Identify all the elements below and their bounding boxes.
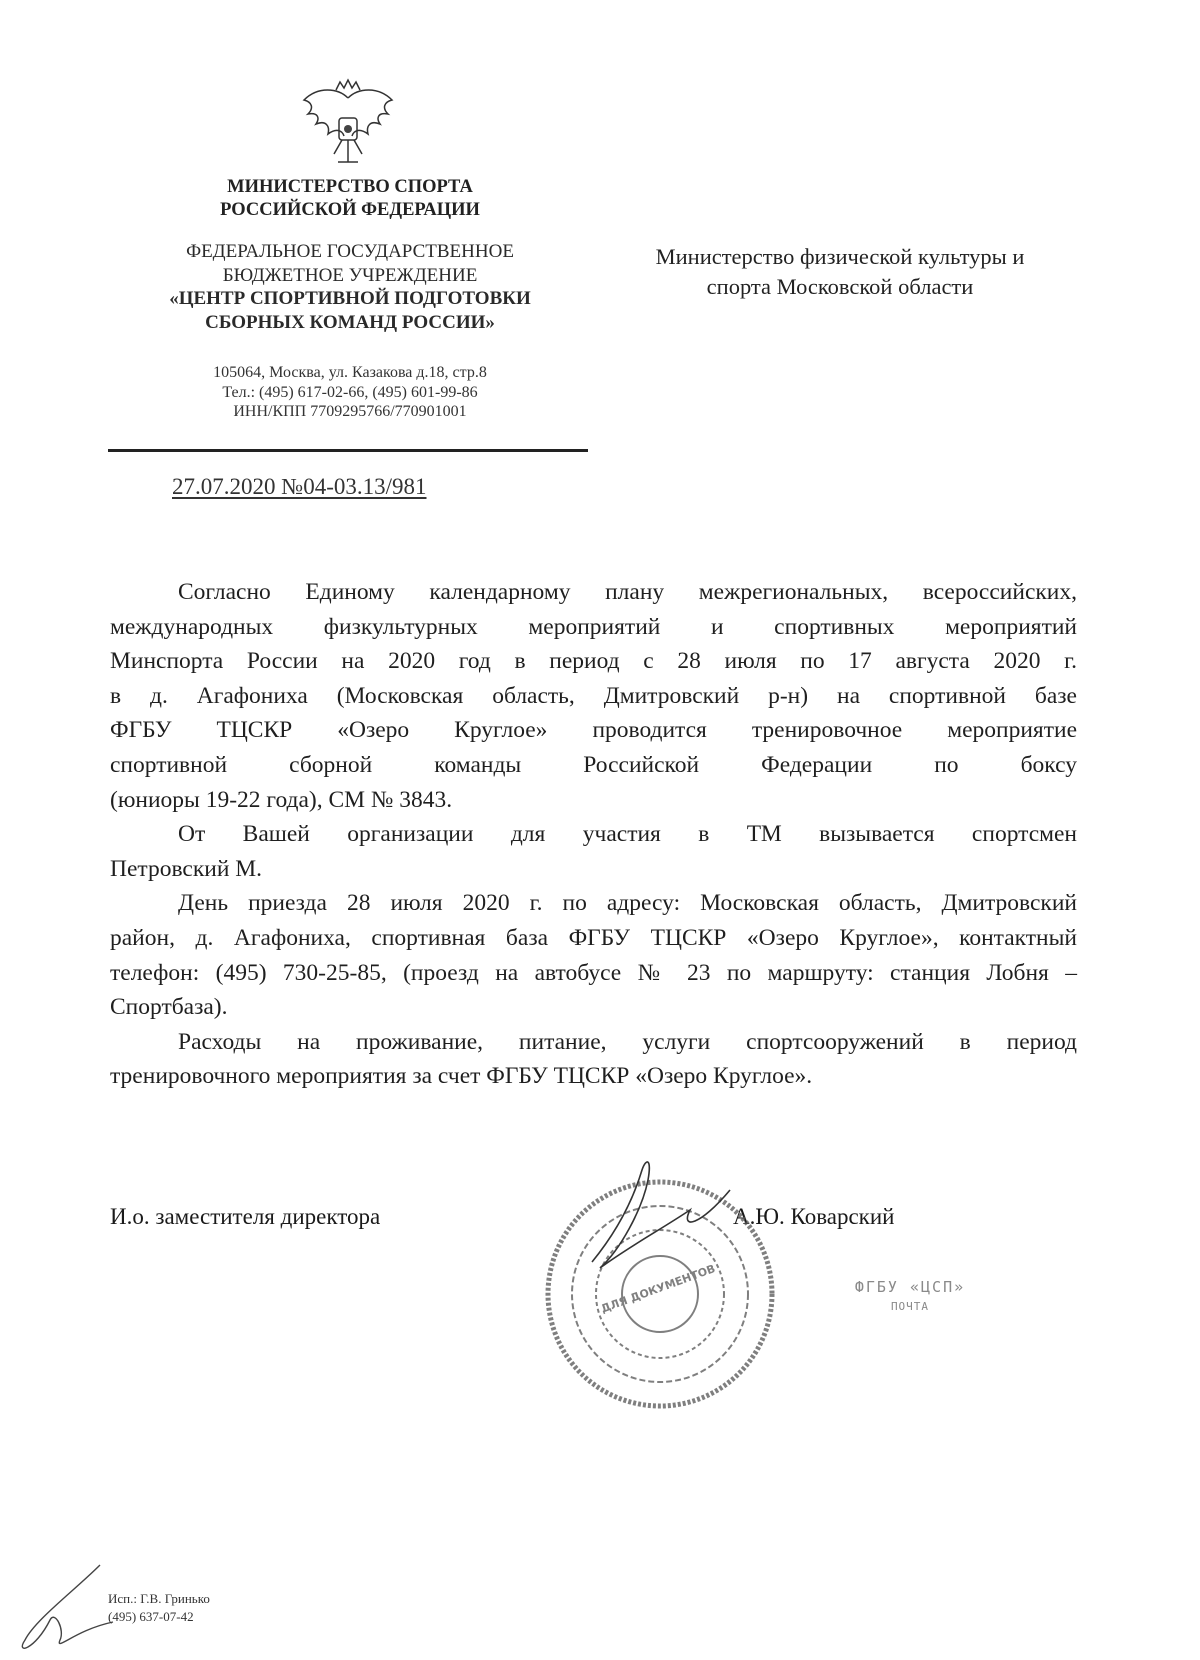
executor-name: Исп.: Г.В. Гринько xyxy=(108,1591,210,1606)
paragraph-line: телефон: (495) 730-25-85, (проезд на автобусе № 23 по маршруту: станция Лобня – xyxy=(110,959,1077,986)
paragraph-line: Петровский М. xyxy=(110,855,263,882)
mail-stamp-org: ФГБУ «ЦСП» xyxy=(854,1278,966,1296)
paragraph-line: Согласно Единому календарному плану межрегиональных, всероссийских, xyxy=(178,579,1077,605)
ministry-line: РОССИЙСКОЙ ФЕДЕРАЦИИ xyxy=(220,200,480,220)
institution-type-line: БЮДЖЕТНОЕ УЧРЕЖДЕНИЕ xyxy=(222,264,478,286)
ministry-name xyxy=(150,176,550,222)
paragraph-line: (юниоры 19-22 года), СМ № 3843. xyxy=(110,786,453,813)
recipient xyxy=(600,242,1080,302)
institution-name-line: СБОРНЫХ КОМАНД РОССИИ» xyxy=(205,311,495,333)
paragraph-line: День приезда 28 июля 2020 г. по адресу: Московская область, Дмитровский xyxy=(178,890,1077,917)
institution-type-line: ФЕДЕРАЛЬНОЕ ГОСУДАРСТВЕННОЕ xyxy=(186,241,514,262)
paragraph-line: Минспорта России на 2020 год в период с 28 июля по 17 августа 2020 г. xyxy=(110,648,1077,675)
ministry-line: МИНИСТЕРСТВО СПОРТА xyxy=(227,177,473,197)
phones: Тел.: (495) 617-02-66, (495) 601-99-86 xyxy=(222,383,478,401)
inn-kpp: ИНН/КПП 7709295766/770901001 xyxy=(233,403,467,420)
coat-of-arms-emblem xyxy=(298,78,398,173)
paragraph-line: ФГБУ ТЦСКР «Озеро Круглое» проводится тренировочное мероприятие xyxy=(110,717,1077,744)
executor-signature xyxy=(5,1560,115,1655)
executor-info xyxy=(108,1590,210,1626)
paragraph-line: международных физкультурных мероприятий и спортивных мероприятий xyxy=(110,613,1077,640)
letter-body xyxy=(110,575,1077,1094)
header-divider xyxy=(108,449,588,452)
stamp-text: ДЛЯ ДОКУМЕНТОВ xyxy=(599,1262,718,1316)
paragraph-line: Расходы на проживание, питание, услуги спортсооружений в период xyxy=(178,1028,1077,1055)
recipient-line: Министерство физической культуры и xyxy=(655,244,1025,269)
executor-phone: (495) 637-07-42 xyxy=(108,1609,194,1624)
address: 105064, Москва, ул. Казакова д.18, стр.8 xyxy=(213,364,487,381)
paragraph-line: От Вашей организации для участия в ТМ вызывается спортсмен xyxy=(178,821,1077,848)
registration-number: 27.07.2020 №04-03.13/981 xyxy=(172,474,427,499)
institution-name-line: «ЦЕНТР СПОРТИВНОЙ ПОДГОТОВКИ xyxy=(169,288,531,309)
recipient-line: спорта Московской области xyxy=(706,274,974,299)
handwritten-signature xyxy=(580,1150,760,1290)
mail-stamp xyxy=(820,1278,1000,1313)
paragraph-line: в д. Агафониха (Московская область, Дмитровский р-н) на спортивной базе xyxy=(110,682,1077,709)
institution-contacts xyxy=(130,363,570,422)
signatory-title: И.о. заместителя директора xyxy=(110,1204,381,1229)
paragraph-line: Спортбаза). xyxy=(110,994,228,1021)
institution-name xyxy=(110,240,590,334)
signatory-name: А.Ю. Коварский xyxy=(733,1204,895,1229)
paragraph-line: район, д. Агафониха, спортивная база ФГБУ ТЦСКР «Озеро Круглое», контактный xyxy=(110,924,1077,951)
paragraph-line: спортивной сборной команды Российской Федерации по боксу xyxy=(110,751,1077,778)
paragraph-line: тренировочного мероприятия за счет ФГБУ ТЦСКР «Озеро Круглое». xyxy=(110,1063,813,1090)
mail-stamp-label: ПОЧТА xyxy=(890,1300,930,1313)
